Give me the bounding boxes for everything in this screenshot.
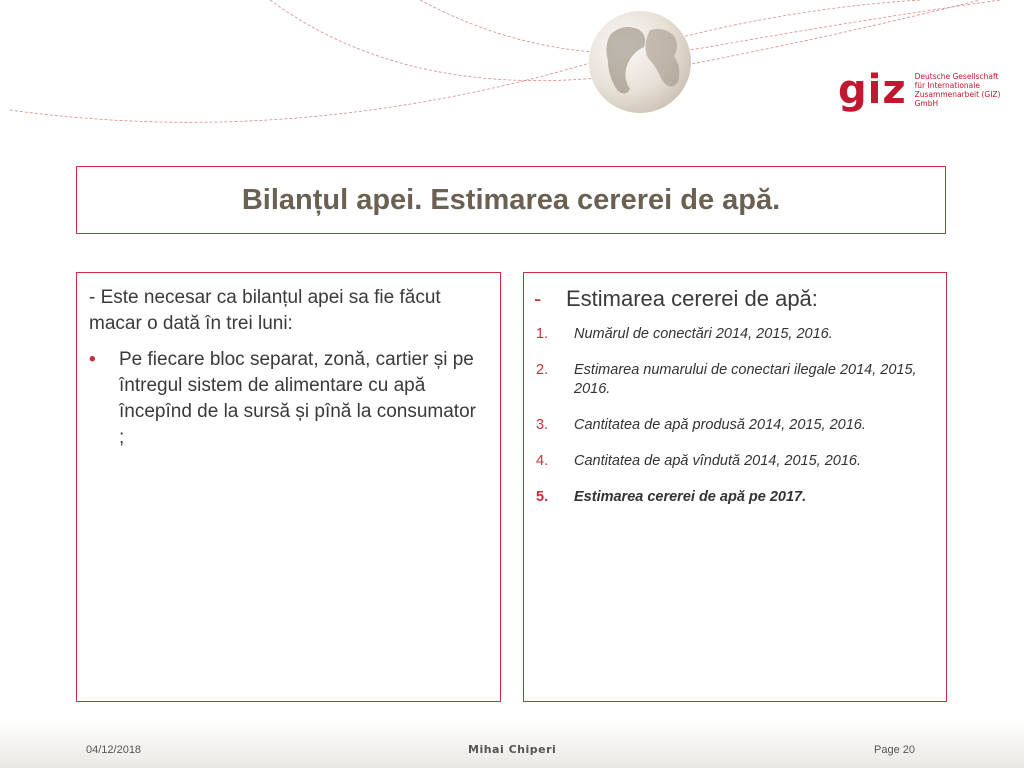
dash-marker: - xyxy=(534,286,542,311)
logo-mark: giz xyxy=(838,67,907,113)
left-panel xyxy=(76,272,501,702)
page-number: Page 20 xyxy=(874,744,915,756)
list-item xyxy=(536,488,932,507)
slide-title: Bilanțul apei. Estimarea cererei de apă. xyxy=(241,183,781,216)
list-item xyxy=(536,325,932,344)
panel-heading xyxy=(534,285,932,313)
giz-logo xyxy=(838,67,1024,113)
globe-icon xyxy=(589,11,691,113)
footer-author: Mihai Chiperi xyxy=(468,743,557,756)
list-number: 2. xyxy=(536,362,549,378)
list-item xyxy=(536,452,932,471)
bullet-text: Pe fiecare bloc separat, zonă, cartier și pe întregul sistem de alimentare cu apă începînd de la sursă și pînă la consumator ; xyxy=(119,349,476,448)
list-text: Cantitatea de apă produsă 2014, 2015, 2016. xyxy=(574,417,866,433)
list-number: 3. xyxy=(536,417,549,433)
bullet-item xyxy=(89,347,486,451)
bullet-icon: • xyxy=(89,349,96,370)
heading-text: Estimarea cererei de apă: xyxy=(566,286,818,311)
right-panel xyxy=(523,272,947,702)
list-item xyxy=(536,361,932,399)
logo-line: Zusammenarbeit (GIZ) GmbH xyxy=(914,90,1001,108)
list-item xyxy=(536,416,932,435)
list-text: Cantitatea de apă vîndută 2014, 2015, 2016. xyxy=(574,453,862,469)
logo-line: Deutsche Gesellschaft xyxy=(914,72,999,81)
list-number: 4. xyxy=(536,453,549,469)
list-text: Estimarea numarului de conectari ilegale 2014, 2015, 2016. xyxy=(574,362,917,397)
list-text: Estimarea cererei de apă pe 2017. xyxy=(574,489,807,505)
list-text: Numărul de conectări 2014, 2015, 2016. xyxy=(574,326,833,342)
title-box xyxy=(76,166,946,234)
list-number: 5. xyxy=(536,489,549,505)
footer-date: 04/12/2018 xyxy=(86,744,142,756)
list-number: 1. xyxy=(536,326,549,342)
logo-caption xyxy=(915,72,1024,108)
logo-line: für Internationale xyxy=(914,81,980,90)
numbered-list xyxy=(536,325,932,507)
intro-text: - Este necesar ca bilanțul apei sa fie făcut macar o dată în trei luni: xyxy=(89,287,441,334)
